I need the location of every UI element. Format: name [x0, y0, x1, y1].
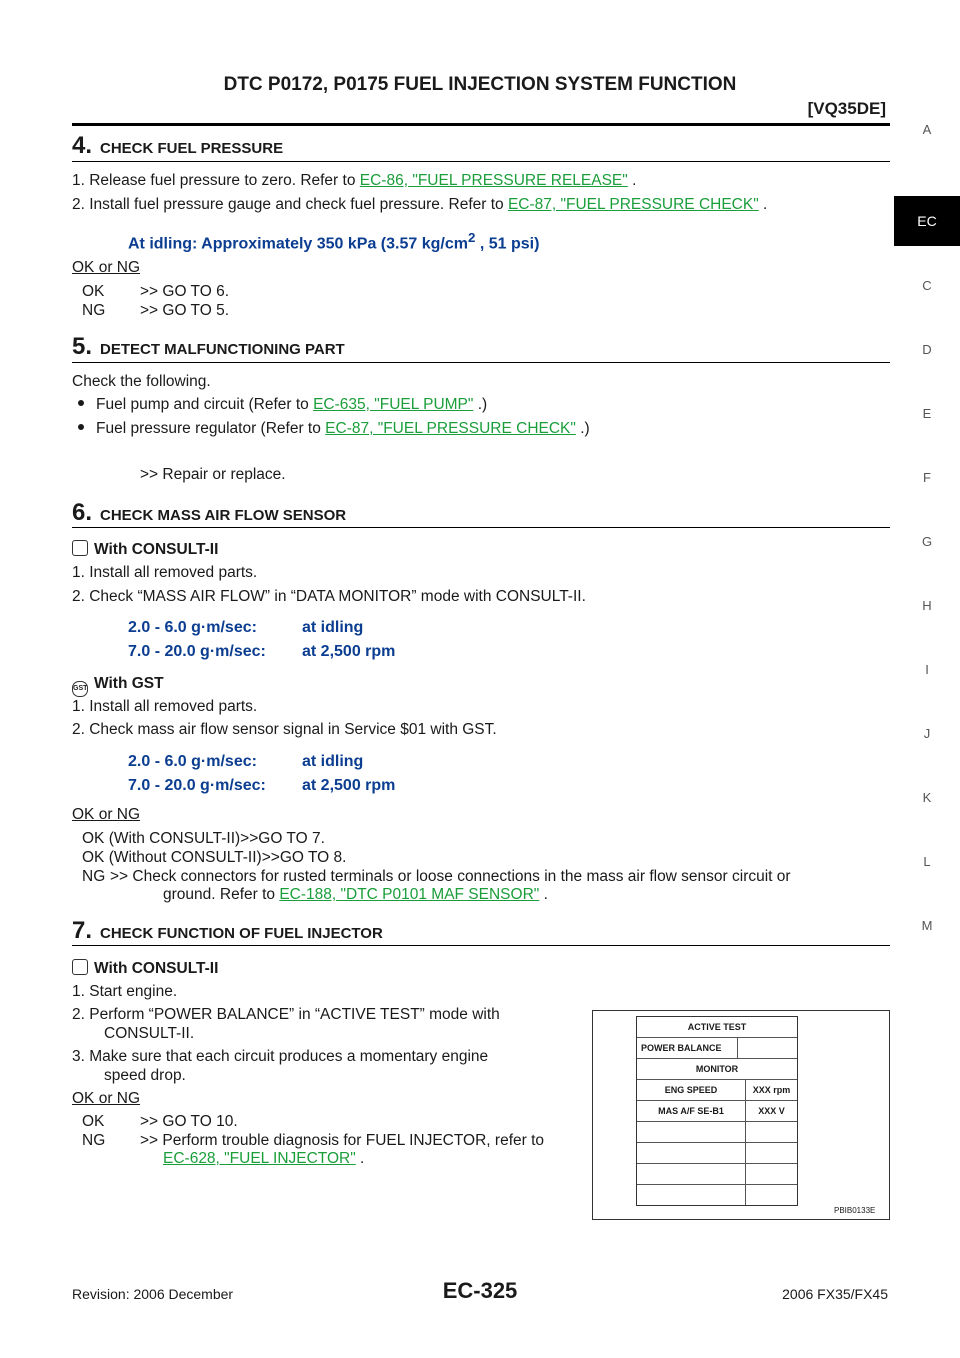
superscript: 2 — [467, 230, 476, 245]
screen-row — [637, 1122, 797, 1143]
link-fuel-injector[interactable]: EC-628, "FUEL INJECTOR" — [163, 1150, 356, 1167]
gst-spec-idle-cond: at idling — [302, 753, 364, 770]
step-5-action: >> Repair or replace. — [140, 466, 286, 483]
consult-ii-icon — [72, 959, 88, 975]
engine-model: [VQ35DE] — [807, 99, 886, 118]
step-number: 4. — [72, 132, 93, 159]
maf-label: MAS A/F SE-B1 — [637, 1101, 746, 1121]
side-tab-ec[interactable]: EC — [894, 196, 960, 246]
consult-screen — [636, 1016, 798, 1206]
side-tab-f[interactable]: F — [923, 470, 931, 485]
vehicle-model: 2006 FX35/FX45 — [782, 1286, 888, 1302]
screen-header: ACTIVE TEST — [637, 1017, 797, 1038]
link-maf-sensor[interactable]: EC-188, "DTC P0101 MAF SENSOR" — [279, 886, 540, 903]
ng-label: NG — [82, 1132, 106, 1149]
step-6-g2: 2. Check mass air flow sensor signal in Service $01 with GST. — [72, 721, 497, 738]
text: , 51 psi) — [475, 235, 540, 253]
consult-ii-label — [72, 959, 218, 978]
text: . — [539, 886, 548, 903]
text: With GST — [94, 675, 164, 692]
step-6-heading — [72, 499, 346, 527]
fuel-pressure-spec — [128, 230, 539, 253]
text: . — [355, 1150, 365, 1167]
side-tab-k[interactable]: K — [922, 790, 932, 805]
step-title: CHECK MASS AIR FLOW SENSOR — [100, 507, 347, 524]
consult-ii-label — [72, 540, 218, 559]
gst-spec-2500-cond: at 2,500 rpm — [302, 777, 396, 794]
screen-monitor: MONITOR — [637, 1059, 797, 1080]
ng-action-cont — [163, 886, 548, 904]
ok-or-ng-label: OK or NG — [72, 259, 141, 276]
side-tab-l[interactable]: L — [923, 854, 931, 869]
ng-action: >> Perform trouble diagnosis for FUEL INJECTOR, refer to — [140, 1132, 545, 1149]
side-tab-d[interactable]: D — [922, 342, 932, 357]
list-item — [72, 396, 487, 414]
ok-or-ng-label: OK or NG — [72, 1090, 141, 1107]
ok-or-ng-label: OK or NG — [72, 806, 141, 823]
eng-speed-value: XXX rpm — [752, 1085, 791, 1095]
power-balance-label: POWER BALANCE — [637, 1038, 738, 1058]
step-number: 5. — [72, 333, 93, 360]
maf-spec-2500: 7.0 - 20.0 g·m/sec: — [128, 643, 266, 660]
text: . — [758, 196, 768, 213]
step-title: CHECK FUEL PRESSURE — [100, 140, 284, 157]
step-4-line-1 — [72, 172, 636, 190]
link-fuel-pressure-release[interactable]: EC-86, "FUEL PRESSURE RELEASE" — [359, 172, 628, 189]
side-tab-e[interactable]: E — [922, 406, 932, 421]
ng-label: NG — [82, 868, 106, 885]
step-6-c1: 1. Install all removed parts. — [72, 564, 258, 581]
ok-action: >> GO TO 10. — [140, 1113, 238, 1130]
step-4-heading — [72, 132, 283, 160]
revision-date: Revision: 2006 December — [72, 1286, 234, 1302]
gst-icon: GST — [72, 681, 88, 697]
bullet-icon — [78, 400, 84, 406]
link-fuel-pressure-check[interactable]: EC-87, "FUEL PRESSURE CHECK" — [507, 196, 759, 213]
text: ground. Refer to — [163, 886, 280, 903]
side-tab-c[interactable]: C — [922, 278, 932, 293]
ok-with-consult: OK (With CONSULT-II)>>GO TO 7. — [82, 830, 325, 847]
ng-label: NG — [82, 302, 106, 319]
step-5-heading — [72, 333, 345, 361]
gst-label — [72, 675, 164, 697]
page-number: EC-325 — [442, 1278, 518, 1303]
text: 2. Install fuel pressure gauge and check fuel pressure. Refer to — [72, 196, 508, 213]
eng-speed-label: ENG SPEED — [637, 1080, 746, 1100]
empty-cell — [637, 1185, 746, 1205]
step-5-intro: Check the following. — [72, 373, 211, 390]
header-divider — [72, 123, 890, 126]
step-number: 7. — [72, 917, 93, 944]
step-4-line-2 — [72, 196, 767, 214]
step-6-divider — [72, 527, 890, 528]
step-7-s2: 2. Perform “POWER BALANCE” in “ACTIVE TEST” mode with — [72, 1006, 500, 1023]
step-7-divider — [72, 945, 890, 946]
screen-row — [637, 1143, 797, 1164]
step-title: DETECT MALFUNCTIONING PART — [100, 341, 345, 358]
gst-spec-2500: 7.0 - 20.0 g·m/sec: — [128, 777, 266, 794]
text: Fuel pump and circuit (Refer to — [96, 396, 314, 413]
side-tab-a[interactable]: A — [922, 122, 932, 137]
text: With CONSULT-II — [94, 541, 219, 558]
empty-cell — [637, 1122, 746, 1142]
screen-row — [637, 1080, 797, 1101]
list-item — [72, 420, 590, 438]
step-7-s1: 1. Start engine. — [72, 983, 178, 1000]
step-7-s2-cont: CONSULT-II. — [104, 1025, 195, 1042]
maf-value: XXX V — [758, 1106, 785, 1116]
text: At idling: Approximately 350 kPa (3.57 kg/cm — [128, 235, 468, 253]
step-6-g1: 1. Install all removed parts. — [72, 698, 258, 715]
ok-action: >> GO TO 6. — [140, 283, 230, 300]
side-tab-j[interactable]: J — [923, 726, 931, 741]
empty-cell — [637, 1164, 746, 1184]
ok-label: OK — [82, 283, 105, 300]
side-tab-g[interactable]: G — [921, 534, 933, 549]
text: . — [627, 172, 637, 189]
screen-row — [637, 1101, 797, 1122]
ng-action-cont — [163, 1150, 364, 1168]
step-number: 6. — [72, 499, 93, 526]
step-7-heading — [72, 917, 383, 945]
ng-action: >> Check connectors for rusted terminals or loose connections in the mass air flow sensor circuit or — [110, 868, 791, 885]
screen-row — [637, 1164, 797, 1185]
ok-label: OK — [82, 1113, 105, 1130]
empty-cell — [637, 1143, 746, 1163]
text: Fuel pressure regulator (Refer to — [96, 420, 326, 437]
ok-without-consult: OK (Without CONSULT-II)>>GO TO 8. — [82, 849, 347, 866]
figure-code: PBIB0133E — [834, 1206, 876, 1215]
step-5-divider — [72, 362, 890, 363]
maf-spec-idle-cond: at idling — [302, 619, 364, 636]
link-fuel-pump[interactable]: EC-635, "FUEL PUMP" — [313, 396, 474, 413]
bullet-icon — [78, 424, 84, 430]
consult-ii-icon — [72, 540, 88, 556]
screen-row — [637, 1185, 797, 1205]
page-title: DTC P0172, P0175 FUEL INJECTION SYSTEM FUNCTION — [223, 74, 737, 95]
text: With CONSULT-II — [94, 960, 219, 977]
step-7-s3-cont: speed drop. — [104, 1067, 186, 1084]
link-fuel-pressure-check[interactable]: EC-87, "FUEL PRESSURE CHECK" — [325, 420, 576, 437]
step-6-c2: 2. Check “MASS AIR FLOW” in “DATA MONITOR” mode with CONSULT-II. — [72, 588, 586, 605]
text: 1. Release fuel pressure to zero. Refer to — [72, 172, 360, 189]
gst-spec-idle: 2.0 - 6.0 g·m/sec: — [128, 753, 257, 770]
maf-spec-idle: 2.0 - 6.0 g·m/sec: — [128, 619, 257, 636]
step-title: CHECK FUNCTION OF FUEL INJECTOR — [100, 925, 383, 942]
side-tab-i[interactable]: I — [925, 662, 929, 677]
text: .) — [473, 396, 488, 413]
ng-action: >> GO TO 5. — [140, 302, 230, 319]
side-tab-m[interactable]: M — [921, 918, 933, 933]
text: .) — [575, 420, 590, 437]
maf-spec-2500-cond: at 2,500 rpm — [302, 643, 396, 660]
screen-row — [637, 1038, 797, 1059]
step-7-s3: 3. Make sure that each circuit produces a momentary engine — [72, 1048, 489, 1065]
side-tab-h[interactable]: H — [922, 598, 932, 613]
step-4-divider — [72, 161, 890, 162]
